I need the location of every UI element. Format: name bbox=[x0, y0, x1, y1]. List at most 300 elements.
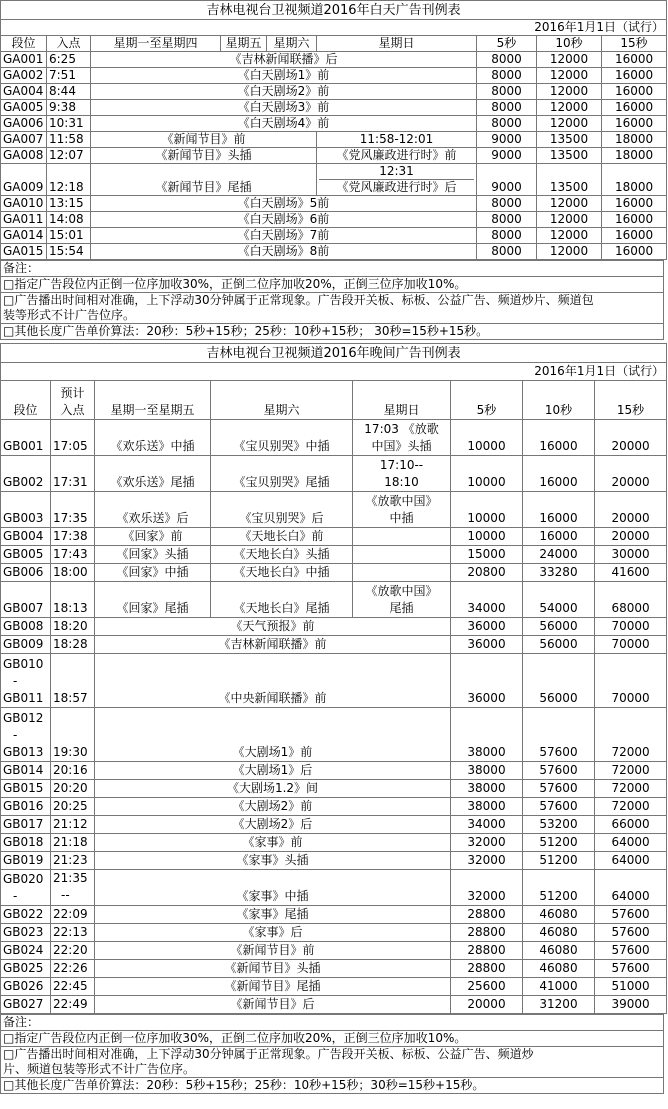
price-5s: 38000 bbox=[451, 762, 523, 780]
program: 《大剧场1》前 bbox=[95, 708, 451, 762]
note-line: □指定广告段位内正倒一位序加收30%，正倒二位序加收20%，正倒三位序加收10%。 bbox=[1, 276, 663, 292]
price-5s: 8000 bbox=[477, 84, 537, 100]
day-row bbox=[1, 68, 667, 84]
price-5s: 9000 bbox=[477, 164, 537, 196]
night-notes bbox=[0, 1014, 664, 1094]
day-row bbox=[1, 196, 667, 212]
sunday-program: 17:03 《放歌 中国》头插 bbox=[353, 420, 451, 456]
night-row bbox=[1, 960, 667, 978]
col-header: 预计 入点 bbox=[51, 381, 95, 420]
price-10s: 57600 bbox=[523, 780, 595, 798]
price-5s: 34000 bbox=[451, 582, 523, 618]
price-15s: 16000 bbox=[602, 228, 667, 244]
saturday-program: 《天地长白》尾插 bbox=[211, 582, 353, 618]
slot-code: GA001 bbox=[1, 52, 47, 68]
entry-time: 11:58 bbox=[47, 132, 91, 148]
price-5s: 38000 bbox=[451, 780, 523, 798]
sunday-program: 11:58-12:01 bbox=[317, 132, 477, 148]
price-5s: 9000 bbox=[477, 148, 537, 164]
price-15s: 20000 bbox=[595, 456, 667, 492]
night-row bbox=[1, 942, 667, 960]
price-5s: 28800 bbox=[451, 906, 523, 924]
night-row bbox=[1, 870, 667, 906]
weekday-program: 《欢乐送》中插 bbox=[95, 420, 211, 456]
night-row bbox=[1, 924, 667, 942]
weekday-program: 《欢乐送》后 bbox=[95, 492, 211, 528]
price-5s: 20000 bbox=[451, 996, 523, 1014]
price-5s: 32000 bbox=[451, 870, 523, 906]
price-10s: 41000 bbox=[523, 978, 595, 996]
night-row bbox=[1, 996, 667, 1014]
entry-time: 22:26 bbox=[51, 960, 95, 978]
entry-time: 17:35 bbox=[51, 492, 95, 528]
entry-time: 9:38 bbox=[47, 100, 91, 116]
night-row bbox=[1, 582, 667, 618]
slot-code: GA004 bbox=[1, 84, 47, 100]
price-10s: 51200 bbox=[523, 852, 595, 870]
price-10s: 46080 bbox=[523, 942, 595, 960]
slot-code: GB009 bbox=[1, 636, 51, 654]
program: 《中央新闻联播》前 bbox=[95, 654, 451, 708]
sunday-program: 17:10-- 18:10 bbox=[353, 456, 451, 492]
price-5s: 8000 bbox=[477, 212, 537, 228]
entry-time: 22:45 bbox=[51, 978, 95, 996]
sunday-time: 12:31 bbox=[319, 164, 474, 180]
slot-code: GB016 bbox=[1, 798, 51, 816]
day-title: 吉林电视台卫视频道2016年白天广告刊例表 bbox=[1, 1, 667, 20]
program: 《大剧场2》前 bbox=[95, 798, 451, 816]
entry-time: 15:01 bbox=[47, 228, 91, 244]
day-notes bbox=[0, 260, 664, 340]
price-5s: 8000 bbox=[477, 244, 537, 260]
sunday-label: 《党风廉政进行时》后 bbox=[336, 180, 457, 194]
price-15s: 16000 bbox=[602, 68, 667, 84]
slot-code: GB019 bbox=[1, 852, 51, 870]
night-row bbox=[1, 618, 667, 636]
night-row bbox=[1, 564, 667, 582]
slot-code: GB018 bbox=[1, 834, 51, 852]
price-15s: 57600 bbox=[595, 942, 667, 960]
sunday-program bbox=[317, 164, 477, 196]
entry-time: 12:18 bbox=[47, 164, 91, 196]
price-15s: 18000 bbox=[602, 132, 667, 148]
slot-code: GA008 bbox=[1, 148, 47, 164]
note-line: 备注： bbox=[1, 260, 663, 276]
entry-time: 20:20 bbox=[51, 780, 95, 798]
price-15s: 39000 bbox=[595, 996, 667, 1014]
slot-code: GA005 bbox=[1, 100, 47, 116]
program: 《新闻节目》尾插 bbox=[91, 164, 317, 196]
note-line: □广告播出时间相对准确，上下浮动30分钟属于正常现象。广告段开关板、标板、公益广告、频道炒 bbox=[1, 1046, 663, 1062]
col-header: 入点 bbox=[47, 36, 91, 52]
note-line: 备注： bbox=[1, 1014, 663, 1030]
night-row bbox=[1, 636, 667, 654]
price-15s: 41600 bbox=[595, 564, 667, 582]
slot-code: GA007 bbox=[1, 132, 47, 148]
price-10s: 57600 bbox=[523, 708, 595, 762]
price-10s: 33280 bbox=[523, 564, 595, 582]
price-10s: 51200 bbox=[523, 870, 595, 906]
night-row bbox=[1, 420, 667, 456]
col-header: 5秒 bbox=[477, 36, 537, 52]
program: 《家事》中插 bbox=[95, 870, 451, 906]
program: 《白天剧场3》前 bbox=[91, 100, 477, 116]
price-15s: 30000 bbox=[595, 546, 667, 564]
night-header-row bbox=[1, 381, 667, 420]
price-5s: 10000 bbox=[451, 528, 523, 546]
day-row bbox=[1, 148, 667, 164]
entry-time: 21:35 -- bbox=[51, 870, 95, 906]
night-title: 吉林电视台卫视频道2016年晚间广告刊例表 bbox=[1, 344, 667, 363]
slot-code: GB006 bbox=[1, 564, 51, 582]
night-row bbox=[1, 654, 667, 708]
entry-time: 21:12 bbox=[51, 816, 95, 834]
price-5s: 10000 bbox=[451, 456, 523, 492]
slot-code: GB002 bbox=[1, 456, 51, 492]
program: 《大剧场1.2》间 bbox=[95, 780, 451, 798]
day-row bbox=[1, 100, 667, 116]
col-header: 星期五 bbox=[221, 36, 267, 52]
weekday-program: 《回家》头插 bbox=[95, 546, 211, 564]
slot-code: GA011 bbox=[1, 212, 47, 228]
price-15s: 72000 bbox=[595, 708, 667, 762]
day-row bbox=[1, 132, 667, 148]
price-5s: 8000 bbox=[477, 68, 537, 84]
price-10s: 12000 bbox=[537, 84, 602, 100]
entry-time: 20:16 bbox=[51, 762, 95, 780]
saturday-program: 《天地长白》前 bbox=[211, 528, 353, 546]
price-15s: 72000 bbox=[595, 798, 667, 816]
price-5s: 8000 bbox=[477, 100, 537, 116]
program: 《白天剧场4》前 bbox=[91, 116, 477, 132]
price-5s: 20800 bbox=[451, 564, 523, 582]
program: 《家事》前 bbox=[95, 834, 451, 852]
price-10s: 12000 bbox=[537, 228, 602, 244]
price-15s: 66000 bbox=[595, 816, 667, 834]
price-10s: 12000 bbox=[537, 100, 602, 116]
price-10s: 53200 bbox=[523, 816, 595, 834]
slot-code: GB026 bbox=[1, 978, 51, 996]
slot-code: GB020 - bbox=[1, 870, 51, 906]
entry-time: 18:13 bbox=[51, 582, 95, 618]
slot-code: GB005 bbox=[1, 546, 51, 564]
price-15s: 70000 bbox=[595, 636, 667, 654]
col-header: 10秒 bbox=[523, 381, 595, 420]
slot-code: GB014 bbox=[1, 762, 51, 780]
slot-code: GA009 bbox=[1, 164, 47, 196]
price-5s: 25600 bbox=[451, 978, 523, 996]
program: 《新闻节目》头插 bbox=[91, 148, 317, 164]
day-row bbox=[1, 52, 667, 68]
price-15s: 64000 bbox=[595, 852, 667, 870]
program: 《新闻节目》前 bbox=[91, 132, 317, 148]
entry-time: 13:15 bbox=[47, 196, 91, 212]
col-header: 星期一至星期四 bbox=[91, 36, 221, 52]
program: 《白天剧场》7前 bbox=[91, 228, 477, 244]
night-rate-card bbox=[0, 343, 666, 1094]
program: 《白天剧场2》前 bbox=[91, 84, 477, 100]
slot-code: GA014 bbox=[1, 228, 47, 244]
sunday-program bbox=[353, 546, 451, 564]
note-line: □其他长度广告单价算法：20秒：5秒+15秒；25秒：10秒+15秒； 30秒=15秒+15秒。 bbox=[1, 323, 663, 340]
price-5s: 8000 bbox=[477, 116, 537, 132]
entry-time: 8:44 bbox=[47, 84, 91, 100]
price-15s: 64000 bbox=[595, 834, 667, 852]
price-5s: 8000 bbox=[477, 196, 537, 212]
price-15s: 16000 bbox=[602, 52, 667, 68]
entry-time: 7:51 bbox=[47, 68, 91, 84]
slot-code: GB015 bbox=[1, 780, 51, 798]
price-10s: 12000 bbox=[537, 212, 602, 228]
slot-code: GB022 bbox=[1, 906, 51, 924]
price-15s: 20000 bbox=[595, 492, 667, 528]
col-header: 段位 bbox=[1, 36, 47, 52]
price-15s: 70000 bbox=[595, 618, 667, 636]
price-5s: 36000 bbox=[451, 618, 523, 636]
price-15s: 57600 bbox=[595, 924, 667, 942]
price-10s: 57600 bbox=[523, 762, 595, 780]
saturday-program: 《宝贝别哭》中插 bbox=[211, 420, 353, 456]
sunday-program bbox=[353, 564, 451, 582]
price-10s: 51200 bbox=[523, 834, 595, 852]
program: 《家事》后 bbox=[95, 924, 451, 942]
price-15s: 64000 bbox=[595, 870, 667, 906]
price-15s: 57600 bbox=[595, 960, 667, 978]
sunday-program: 《党风廉政进行时》前 bbox=[317, 148, 477, 164]
price-5s: 34000 bbox=[451, 816, 523, 834]
program: 《新闻节目》后 bbox=[95, 996, 451, 1014]
day-row bbox=[1, 228, 667, 244]
slot-code: GB017 bbox=[1, 816, 51, 834]
note-line: □广告播出时间相对准确，上下浮动30分钟属于正常现象。广告段开关板、标板、公益广告、频道炒片、频道包 bbox=[1, 292, 663, 308]
price-10s: 46080 bbox=[523, 960, 595, 978]
entry-time: 22:09 bbox=[51, 906, 95, 924]
price-10s: 12000 bbox=[537, 196, 602, 212]
entry-time: 21:23 bbox=[51, 852, 95, 870]
saturday-program: 《天地长白》头插 bbox=[211, 546, 353, 564]
program: 《吉林新闻联播》后 bbox=[91, 52, 477, 68]
program: 《天气预报》前 bbox=[95, 618, 451, 636]
price-10s: 56000 bbox=[523, 618, 595, 636]
price-5s: 9000 bbox=[477, 132, 537, 148]
price-15s: 16000 bbox=[602, 212, 667, 228]
entry-time: 18:20 bbox=[51, 618, 95, 636]
weekday-program: 《欢乐送》尾插 bbox=[95, 456, 211, 492]
slot-code: GB012 - GB013 bbox=[1, 708, 51, 762]
price-10s: 16000 bbox=[523, 528, 595, 546]
slot-code: GB025 bbox=[1, 960, 51, 978]
price-15s: 57600 bbox=[595, 906, 667, 924]
slot-code: GB003 bbox=[1, 492, 51, 528]
note-line: □其他长度广告单价算法：20秒：5秒+15秒；25秒：10秒+15秒；30秒=15秒+15秒。 bbox=[1, 1077, 663, 1094]
night-row bbox=[1, 906, 667, 924]
entry-time: 20:25 bbox=[51, 798, 95, 816]
sunday-program: 《放歌中国》 中插 bbox=[353, 492, 451, 528]
col-header: 星期六 bbox=[267, 36, 317, 52]
col-header: 15秒 bbox=[595, 381, 667, 420]
slot-code: GB007 bbox=[1, 582, 51, 618]
price-5s: 8000 bbox=[477, 52, 537, 68]
price-5s: 10000 bbox=[451, 492, 523, 528]
price-5s: 28800 bbox=[451, 942, 523, 960]
price-15s: 16000 bbox=[602, 84, 667, 100]
slot-code: GA006 bbox=[1, 116, 47, 132]
night-table bbox=[0, 343, 667, 1014]
entry-time: 15:54 bbox=[47, 244, 91, 260]
entry-time: 18:00 bbox=[51, 564, 95, 582]
price-5s: 32000 bbox=[451, 852, 523, 870]
note-line: 片、频道包装等形式不计广告位序。 bbox=[3, 1062, 196, 1076]
day-row bbox=[1, 212, 667, 228]
night-row bbox=[1, 708, 667, 762]
price-15s: 72000 bbox=[595, 762, 667, 780]
price-10s: 16000 bbox=[523, 456, 595, 492]
price-10s: 13500 bbox=[537, 164, 602, 196]
entry-time: 22:49 bbox=[51, 996, 95, 1014]
slot-code: GB024 bbox=[1, 942, 51, 960]
entry-time: 12:07 bbox=[47, 148, 91, 164]
note-line: □指定广告段位内正倒一位序加收30%，正倒二位序加收20%，正倒三位序加收10%。 bbox=[1, 1030, 663, 1046]
entry-time: 17:05 bbox=[51, 420, 95, 456]
slot-code: GB001 bbox=[1, 420, 51, 456]
night-row bbox=[1, 528, 667, 546]
entry-time: 18:28 bbox=[51, 636, 95, 654]
price-15s: 16000 bbox=[602, 100, 667, 116]
day-row bbox=[1, 244, 667, 260]
price-15s: 16000 bbox=[602, 196, 667, 212]
price-10s: 12000 bbox=[537, 244, 602, 260]
entry-time: 17:31 bbox=[51, 456, 95, 492]
program: 《大剧场2》后 bbox=[95, 816, 451, 834]
night-row bbox=[1, 798, 667, 816]
night-row bbox=[1, 762, 667, 780]
day-row bbox=[1, 164, 667, 196]
program: 《吉林新闻联播》前 bbox=[95, 636, 451, 654]
price-15s: 20000 bbox=[595, 420, 667, 456]
price-10s: 12000 bbox=[537, 52, 602, 68]
program: 《大剧场1》后 bbox=[95, 762, 451, 780]
price-15s: 16000 bbox=[602, 116, 667, 132]
price-10s: 46080 bbox=[523, 924, 595, 942]
price-10s: 13500 bbox=[537, 132, 602, 148]
price-5s: 28800 bbox=[451, 924, 523, 942]
entry-time: 17:38 bbox=[51, 528, 95, 546]
slot-code: GB023 bbox=[1, 924, 51, 942]
entry-time: 10:31 bbox=[47, 116, 91, 132]
price-5s: 10000 bbox=[451, 420, 523, 456]
price-10s: 56000 bbox=[523, 654, 595, 708]
slot-code: GB008 bbox=[1, 618, 51, 636]
price-10s: 12000 bbox=[537, 116, 602, 132]
slot-code: GA002 bbox=[1, 68, 47, 84]
price-15s: 70000 bbox=[595, 654, 667, 708]
program: 《白天剧场》6前 bbox=[91, 212, 477, 228]
price-10s: 31200 bbox=[523, 996, 595, 1014]
night-date: 2016年1月1日（试行） bbox=[1, 363, 667, 381]
price-10s: 24000 bbox=[523, 546, 595, 564]
saturday-program: 《宝贝别哭》后 bbox=[211, 492, 353, 528]
program: 《新闻节目》头插 bbox=[95, 960, 451, 978]
col-header: 星期日 bbox=[353, 381, 451, 420]
weekday-program: 《回家》中插 bbox=[95, 564, 211, 582]
entry-time: 22:20 bbox=[51, 942, 95, 960]
price-15s: 72000 bbox=[595, 780, 667, 798]
price-15s: 18000 bbox=[602, 164, 667, 196]
price-10s: 54000 bbox=[523, 582, 595, 618]
day-table bbox=[0, 0, 667, 260]
price-10s: 46080 bbox=[523, 906, 595, 924]
col-header: 段位 bbox=[1, 381, 51, 420]
saturday-program: 《宝贝别哭》尾插 bbox=[211, 456, 353, 492]
entry-time: 14:08 bbox=[47, 212, 91, 228]
price-5s: 8000 bbox=[477, 228, 537, 244]
slot-code: GB010 - GB011 bbox=[1, 654, 51, 708]
price-5s: 38000 bbox=[451, 798, 523, 816]
day-row bbox=[1, 116, 667, 132]
night-row bbox=[1, 492, 667, 528]
program: 《家事》尾插 bbox=[95, 906, 451, 924]
price-15s: 16000 bbox=[602, 244, 667, 260]
night-row bbox=[1, 852, 667, 870]
price-5s: 28800 bbox=[451, 960, 523, 978]
sunday-program: 《放歌中国》 尾插 bbox=[353, 582, 451, 618]
entry-time: 17:43 bbox=[51, 546, 95, 564]
price-15s: 68000 bbox=[595, 582, 667, 618]
price-5s: 36000 bbox=[451, 636, 523, 654]
price-10s: 57600 bbox=[523, 798, 595, 816]
price-5s: 32000 bbox=[451, 834, 523, 852]
night-row bbox=[1, 780, 667, 798]
price-10s: 16000 bbox=[523, 492, 595, 528]
entry-time: 22:13 bbox=[51, 924, 95, 942]
price-15s: 20000 bbox=[595, 528, 667, 546]
price-5s: 36000 bbox=[451, 654, 523, 708]
slot-code: GB004 bbox=[1, 528, 51, 546]
price-10s: 16000 bbox=[523, 420, 595, 456]
entry-time: 6:25 bbox=[47, 52, 91, 68]
slot-code: GA015 bbox=[1, 244, 47, 260]
day-row bbox=[1, 84, 667, 100]
program: 《白天剧场》5前 bbox=[91, 196, 477, 212]
program: 《新闻节目》前 bbox=[95, 942, 451, 960]
col-header: 星期一至星期五 bbox=[95, 381, 211, 420]
slot-code: GA010 bbox=[1, 196, 47, 212]
night-row bbox=[1, 456, 667, 492]
price-5s: 15000 bbox=[451, 546, 523, 564]
program: 《新闻节目》尾插 bbox=[95, 978, 451, 996]
night-row bbox=[1, 978, 667, 996]
price-10s: 56000 bbox=[523, 636, 595, 654]
col-header: 星期六 bbox=[211, 381, 353, 420]
entry-time: 19:30 bbox=[51, 708, 95, 762]
price-10s: 12000 bbox=[537, 68, 602, 84]
price-15s: 18000 bbox=[602, 148, 667, 164]
night-row bbox=[1, 816, 667, 834]
saturday-program: 《天地长白》中插 bbox=[211, 564, 353, 582]
price-10s: 13500 bbox=[537, 148, 602, 164]
note-line: 装等形式不计广告位序。 bbox=[3, 308, 136, 322]
program: 《家事》头插 bbox=[95, 852, 451, 870]
weekday-program: 《回家》前 bbox=[95, 528, 211, 546]
entry-time: 18:57 bbox=[51, 654, 95, 708]
night-row bbox=[1, 546, 667, 564]
weekday-program: 《回家》尾插 bbox=[95, 582, 211, 618]
price-15s: 51000 bbox=[595, 978, 667, 996]
night-row bbox=[1, 834, 667, 852]
col-header: 10秒 bbox=[537, 36, 602, 52]
price-5s: 38000 bbox=[451, 708, 523, 762]
sunday-program bbox=[353, 528, 451, 546]
